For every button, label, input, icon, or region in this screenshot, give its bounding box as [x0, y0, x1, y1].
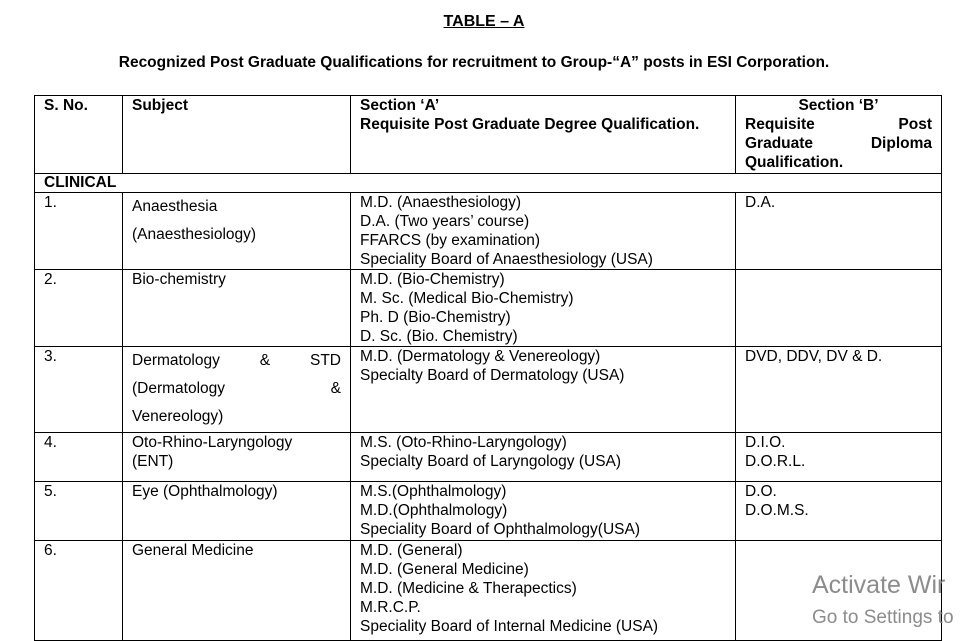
header-section-b-title: Section ‘B’ [798, 97, 879, 114]
table-row [35, 482, 942, 541]
header-section-a-desc: Requisite Post Graduate Degree Qualification. [360, 116, 700, 133]
row-sno: 3. [35, 347, 123, 433]
table-row [35, 433, 942, 482]
row-diplomas [736, 270, 942, 347]
table-row [35, 193, 942, 270]
row-diplomas: D.I.O. D.O.R.L. [736, 433, 942, 482]
row-degrees: M.D. (Bio-Chemistry) M. Sc. (Medical Bio-Chemistry) Ph. D (Bio-Chemistry) D. Sc. (Bio. Chemistry) [351, 270, 736, 347]
row-subject: General Medicine [123, 541, 351, 641]
header-section-b-line: Qualification. [745, 154, 844, 171]
header-section-b-line: Graduate Diploma [745, 135, 932, 152]
row-diplomas: D.A. [736, 193, 942, 270]
row-diplomas: D.O. D.O.M.S. [736, 482, 942, 541]
row-sno: 1. [35, 193, 123, 270]
header-section-b [736, 96, 942, 174]
row-sno: 5. [35, 482, 123, 541]
row-degrees: M.D. (General) M.D. (General Medicine) M.D. (Medicine & Therapectics) M.R.C.P. Speciality Board of Internal Medicine (USA) [351, 541, 736, 641]
table-row [35, 541, 942, 641]
table-header-row [35, 96, 942, 174]
activation-watermark-link[interactable]: Go to Settings to [812, 607, 954, 628]
header-sno: S. No. [35, 96, 123, 174]
section-label: CLINICAL [35, 174, 942, 193]
row-degrees: M.S. (Oto-Rhino-Laryngology) Specialty Board of Laryngology (USA) [351, 433, 736, 482]
row-subject: Oto-Rhino-Laryngology (ENT) [123, 433, 351, 482]
qualifications-table [34, 95, 942, 641]
row-subject: Eye (Ophthalmology) [123, 482, 351, 541]
header-section-a [351, 96, 736, 174]
row-sno: 4. [35, 433, 123, 482]
page-subtitle: Recognized Post Graduate Qualifications for recruitment to Group-“A” posts in ESI Corporation. [118, 54, 830, 71]
row-degrees: M.S.(Ophthalmology) M.D.(Ophthalmology) Speciality Board of Ophthalmology(USA) [351, 482, 736, 541]
row-subject: Dermatology & STD (Dermatology & Venereology) [123, 347, 351, 433]
row-degrees: M.D. (Anaesthesiology) D.A. (Two years’ course) FFARCS (by examination) Speciality Board of Anaesthesiology (USA) [351, 193, 736, 270]
row-subject: Anaesthesia (Anaesthesiology) [123, 193, 351, 270]
row-degrees: M.D. (Dermatology & Venereology) Specialty Board of Dermatology (USA) [351, 347, 736, 433]
header-section-b-line: Requisite Post [745, 116, 932, 133]
header-subject: Subject [123, 96, 351, 174]
row-sno: 2. [35, 270, 123, 347]
section-row [35, 174, 942, 193]
row-diplomas: DVD, DDV, DV & D. [736, 347, 942, 433]
activation-watermark: Activate Wir [812, 571, 946, 599]
page-title: TABLE – A [443, 13, 525, 30]
header-section-a-title: Section ‘A’ [360, 97, 440, 114]
table-row [35, 347, 942, 433]
row-sno: 6. [35, 541, 123, 641]
row-subject: Bio-chemistry [123, 270, 351, 347]
table-row [35, 270, 942, 347]
